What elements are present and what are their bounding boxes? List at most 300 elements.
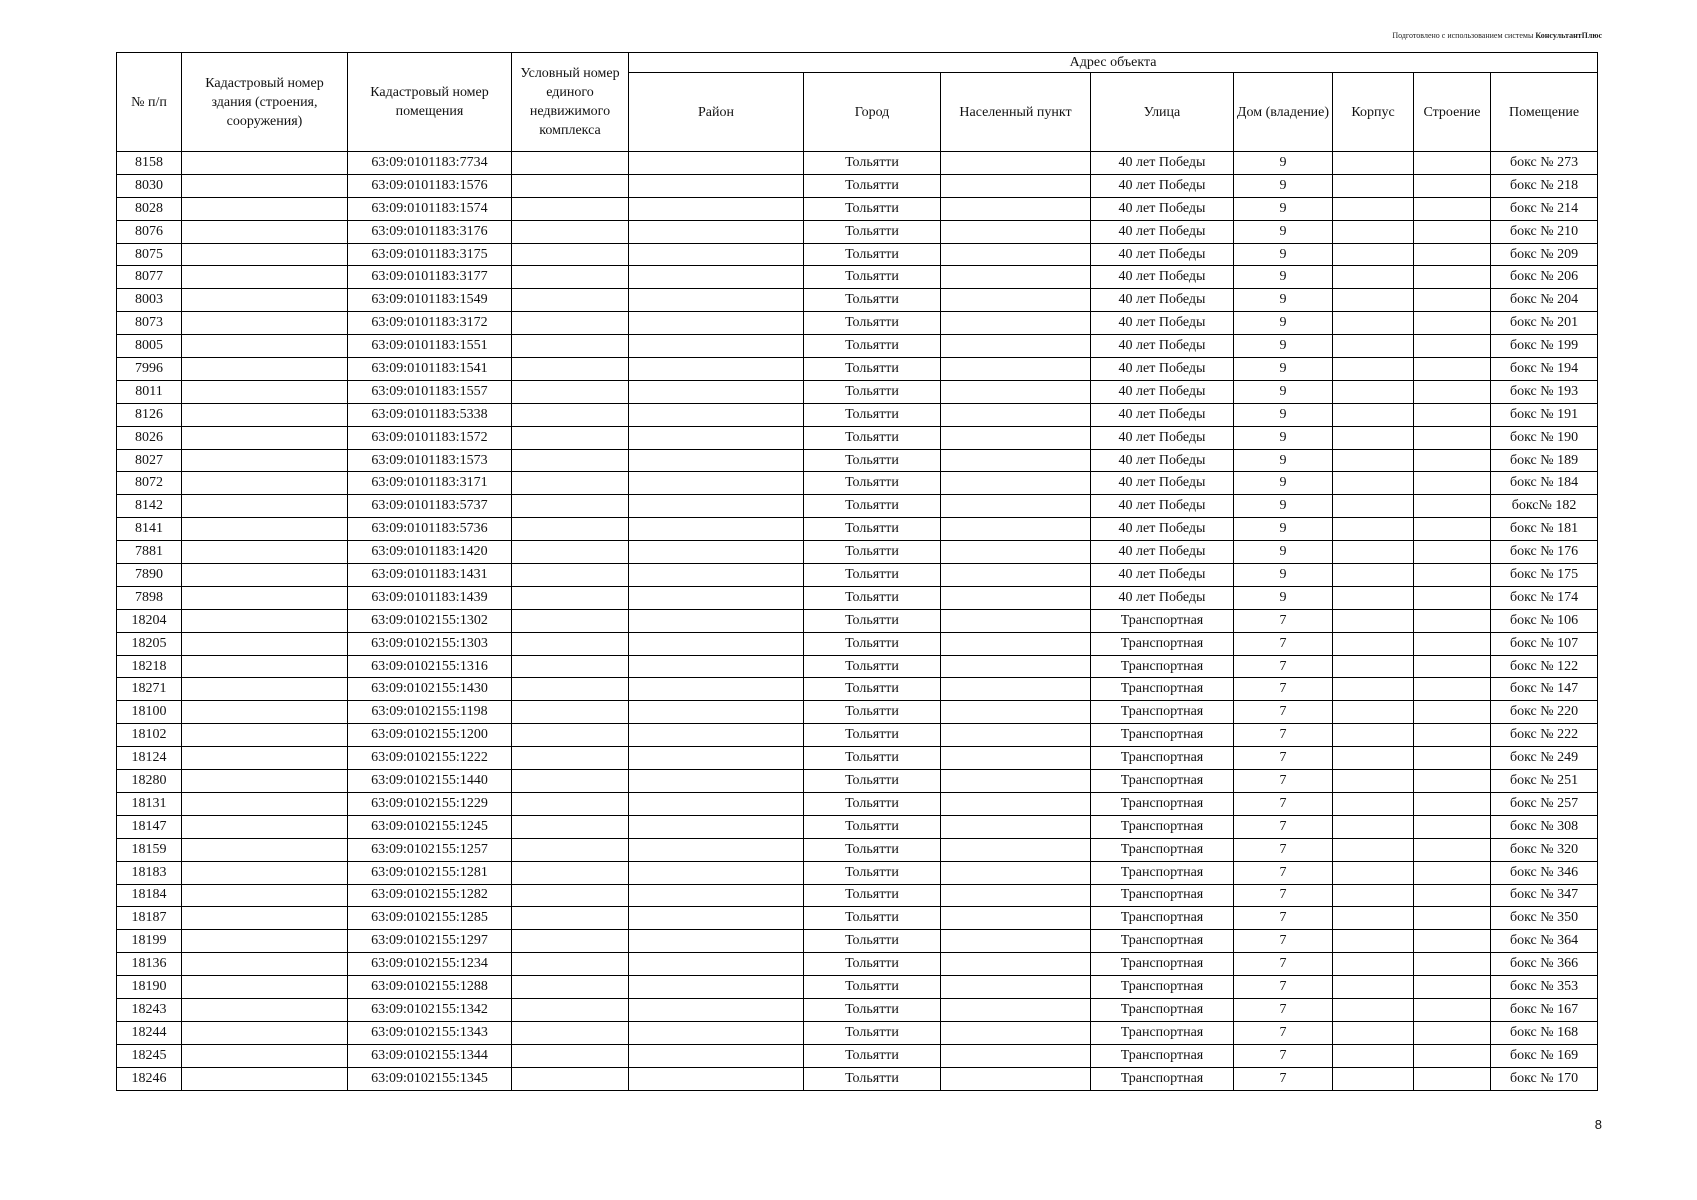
cell-settlement [941,358,1091,381]
cell-settlement [941,770,1091,793]
cell-settlement [941,701,1091,724]
cell-district [629,266,804,289]
cell-num: 18159 [117,838,182,861]
cell-stroenie [1414,472,1491,495]
cell-num: 18205 [117,632,182,655]
cell-complex-number [512,792,629,815]
table-row [117,380,1598,403]
header-district: Район [629,73,804,152]
consultant-plus-note [1392,31,1602,40]
cell-korpus [1333,632,1414,655]
cell-settlement [941,174,1091,197]
cell-district [629,152,804,175]
cell-building-cadastral [182,632,348,655]
cell-korpus [1333,701,1414,724]
cell-district [629,495,804,518]
cell-street: 40 лет Победы [1091,495,1234,518]
cell-settlement [941,541,1091,564]
cell-district [629,541,804,564]
cell-num: 18124 [117,747,182,770]
cell-building-cadastral [182,289,348,312]
cell-street: 40 лет Победы [1091,335,1234,358]
cell-stroenie [1414,747,1491,770]
cell-house: 7 [1234,1067,1333,1090]
cell-korpus [1333,197,1414,220]
cell-room-cadastral: 63:09:0102155:1285 [348,907,512,930]
cell-room-cadastral: 63:09:0102155:1282 [348,884,512,907]
cell-settlement [941,152,1091,175]
cell-settlement [941,426,1091,449]
cell-room-cadastral: 63:09:0102155:1303 [348,632,512,655]
cell-house: 7 [1234,678,1333,701]
cell-room-cadastral: 63:09:0101183:1420 [348,541,512,564]
cell-district [629,243,804,266]
cell-room: бокс № 201 [1491,312,1598,335]
cell-num: 8011 [117,380,182,403]
table-row [117,495,1598,518]
cell-building-cadastral [182,266,348,289]
cell-korpus [1333,152,1414,175]
cell-city: Тольятти [804,426,941,449]
cell-stroenie [1414,884,1491,907]
cell-num: 18147 [117,815,182,838]
cell-korpus [1333,953,1414,976]
cell-house: 9 [1234,380,1333,403]
cell-num: 8072 [117,472,182,495]
cell-num: 18187 [117,907,182,930]
cell-korpus [1333,243,1414,266]
cell-stroenie [1414,609,1491,632]
table-row [117,174,1598,197]
cell-settlement [941,1021,1091,1044]
cell-street: 40 лет Победы [1091,586,1234,609]
cell-complex-number [512,1021,629,1044]
cell-street: 40 лет Победы [1091,426,1234,449]
cell-complex-number [512,1067,629,1090]
cell-korpus [1333,930,1414,953]
cell-room: бокс № 170 [1491,1067,1598,1090]
table-row [117,1067,1598,1090]
cell-korpus [1333,815,1414,838]
cell-settlement [941,998,1091,1021]
cell-korpus [1333,884,1414,907]
table-row [117,632,1598,655]
cell-settlement [941,564,1091,587]
cell-stroenie [1414,358,1491,381]
cell-street: 40 лет Победы [1091,472,1234,495]
cell-num: 7890 [117,564,182,587]
cell-stroenie [1414,792,1491,815]
cell-street: Транспортная [1091,838,1234,861]
table-row [117,541,1598,564]
cell-room-cadastral: 63:09:0102155:1316 [348,655,512,678]
cell-stroenie [1414,266,1491,289]
cell-complex-number [512,586,629,609]
cell-complex-number [512,243,629,266]
table-row [117,701,1598,724]
cell-settlement [941,518,1091,541]
cell-house: 7 [1234,953,1333,976]
header-house: Дом (владение) [1234,73,1333,152]
cell-street: 40 лет Победы [1091,289,1234,312]
cell-building-cadastral [182,701,348,724]
cell-building-cadastral [182,380,348,403]
cell-stroenie [1414,838,1491,861]
cell-room-cadastral: 63:09:0101183:5338 [348,403,512,426]
cell-room: бокс № 220 [1491,701,1598,724]
table-header [117,53,1598,152]
cell-room: бокс № 204 [1491,289,1598,312]
cell-room-cadastral: 63:09:0101183:1551 [348,335,512,358]
cell-settlement [941,632,1091,655]
header-room-cadastral: Кадастровый номер помещения [348,53,512,152]
cell-stroenie [1414,495,1491,518]
cell-room-cadastral: 63:09:0101183:3172 [348,312,512,335]
cell-room-cadastral: 63:09:0102155:1200 [348,724,512,747]
table-row [117,335,1598,358]
cell-district [629,312,804,335]
cell-settlement [941,1067,1091,1090]
cell-street: Транспортная [1091,655,1234,678]
cell-settlement [941,335,1091,358]
cell-building-cadastral [182,724,348,747]
cell-room: бокс № 209 [1491,243,1598,266]
cell-room-cadastral: 63:09:0101183:3176 [348,220,512,243]
cell-district [629,770,804,793]
cell-city: Тольятти [804,586,941,609]
cell-district [629,792,804,815]
cell-num: 18244 [117,1021,182,1044]
cell-settlement [941,930,1091,953]
cell-district [629,472,804,495]
cell-room: бокс № 257 [1491,792,1598,815]
cell-num: 8028 [117,197,182,220]
cell-building-cadastral [182,449,348,472]
cell-city: Тольятти [804,838,941,861]
cell-settlement [941,289,1091,312]
table-row [117,358,1598,381]
cell-settlement [941,724,1091,747]
cell-stroenie [1414,403,1491,426]
cell-street: Транспортная [1091,1067,1234,1090]
cell-building-cadastral [182,586,348,609]
cell-city: Тольятти [804,792,941,815]
table-row [117,724,1598,747]
cell-district [629,1044,804,1067]
cell-room: бокс № 206 [1491,266,1598,289]
cell-street: 40 лет Победы [1091,266,1234,289]
header-korpus: Корпус [1333,73,1414,152]
cell-room-cadastral: 63:09:0102155:1342 [348,998,512,1021]
cell-room: бокс № 222 [1491,724,1598,747]
table-row [117,152,1598,175]
cell-street: Транспортная [1091,701,1234,724]
cell-settlement [941,312,1091,335]
cell-room-cadastral: 63:09:0101183:1573 [348,449,512,472]
cell-room-cadastral: 63:09:0101183:3177 [348,266,512,289]
cell-korpus [1333,289,1414,312]
cell-complex-number [512,174,629,197]
cell-district [629,1021,804,1044]
table-row [117,861,1598,884]
cell-house: 9 [1234,426,1333,449]
cell-room: бокс № 184 [1491,472,1598,495]
cell-korpus [1333,655,1414,678]
cell-complex-number [512,312,629,335]
cell-room: бокс № 353 [1491,976,1598,999]
cell-district [629,861,804,884]
cell-complex-number [512,861,629,884]
cell-building-cadastral [182,220,348,243]
cell-num: 18199 [117,930,182,953]
cell-room-cadastral: 63:09:0101183:5736 [348,518,512,541]
cell-settlement [941,449,1091,472]
cell-room-cadastral: 63:09:0102155:1344 [348,1044,512,1067]
cell-district [629,1067,804,1090]
cell-city: Тольятти [804,289,941,312]
cell-complex-number [512,335,629,358]
cell-district [629,335,804,358]
cell-house: 9 [1234,312,1333,335]
table-row [117,678,1598,701]
note-prefix: Подготовлено с использованием системы [1392,31,1534,40]
cell-street: 40 лет Победы [1091,403,1234,426]
cell-room-cadastral: 63:09:0102155:1440 [348,770,512,793]
cell-settlement [941,861,1091,884]
cell-street: Транспортная [1091,815,1234,838]
table-row [117,609,1598,632]
cell-city: Тольятти [804,380,941,403]
cell-street: Транспортная [1091,976,1234,999]
cell-street: 40 лет Победы [1091,358,1234,381]
table-row [117,930,1598,953]
cell-city: Тольятти [804,998,941,1021]
cell-room: бокс № 181 [1491,518,1598,541]
cell-building-cadastral [182,1021,348,1044]
cell-house: 9 [1234,335,1333,358]
cell-house: 7 [1234,976,1333,999]
cell-num: 18184 [117,884,182,907]
cell-num: 8026 [117,426,182,449]
cell-room-cadastral: 63:09:0102155:1198 [348,701,512,724]
table-row [117,564,1598,587]
cell-korpus [1333,541,1414,564]
cell-district [629,174,804,197]
cell-complex-number [512,197,629,220]
cell-house: 9 [1234,564,1333,587]
cell-stroenie [1414,1021,1491,1044]
cell-complex-number [512,266,629,289]
cell-settlement [941,472,1091,495]
cell-stroenie [1414,1067,1491,1090]
cell-complex-number [512,953,629,976]
cell-num: 7898 [117,586,182,609]
cell-korpus [1333,449,1414,472]
cell-korpus [1333,426,1414,449]
cell-korpus [1333,312,1414,335]
cell-house: 7 [1234,930,1333,953]
table-row [117,976,1598,999]
cell-city: Тольятти [804,884,941,907]
cell-settlement [941,495,1091,518]
cell-district [629,564,804,587]
cell-district [629,220,804,243]
cell-complex-number [512,770,629,793]
cell-num: 7881 [117,541,182,564]
cell-district [629,289,804,312]
cell-house: 9 [1234,243,1333,266]
cell-street: Транспортная [1091,724,1234,747]
cell-city: Тольятти [804,449,941,472]
cell-settlement [941,747,1091,770]
cell-district [629,655,804,678]
cell-settlement [941,838,1091,861]
registry-table [116,52,1598,1091]
cell-building-cadastral [182,861,348,884]
cell-street: Транспортная [1091,792,1234,815]
cell-street: Транспортная [1091,861,1234,884]
cell-house: 9 [1234,358,1333,381]
cell-num: 8073 [117,312,182,335]
cell-city: Тольятти [804,541,941,564]
cell-stroenie [1414,541,1491,564]
cell-room-cadastral: 63:09:0101183:3175 [348,243,512,266]
cell-complex-number [512,632,629,655]
cell-room-cadastral: 63:09:0102155:1245 [348,815,512,838]
cell-settlement [941,197,1091,220]
table-row [117,586,1598,609]
cell-complex-number [512,564,629,587]
cell-room: бокс № 174 [1491,586,1598,609]
cell-settlement [941,907,1091,930]
cell-room-cadastral: 63:09:0101183:1576 [348,174,512,197]
cell-house: 7 [1234,1021,1333,1044]
cell-street: Транспортная [1091,907,1234,930]
cell-stroenie [1414,243,1491,266]
cell-stroenie [1414,632,1491,655]
cell-building-cadastral [182,770,348,793]
header-address-group: Адрес объекта [629,53,1598,73]
cell-stroenie [1414,1044,1491,1067]
cell-num: 18245 [117,1044,182,1067]
cell-district [629,976,804,999]
table-row [117,838,1598,861]
cell-house: 7 [1234,747,1333,770]
cell-building-cadastral [182,403,348,426]
cell-building-cadastral [182,815,348,838]
cell-stroenie [1414,289,1491,312]
table-row [117,266,1598,289]
cell-num: 8030 [117,174,182,197]
cell-street: Транспортная [1091,747,1234,770]
cell-district [629,609,804,632]
cell-room-cadastral: 63:09:0101183:1431 [348,564,512,587]
cell-building-cadastral [182,678,348,701]
cell-building-cadastral [182,609,348,632]
cell-settlement [941,884,1091,907]
cell-building-cadastral [182,495,348,518]
cell-building-cadastral [182,998,348,1021]
cell-room: бокс № 175 [1491,564,1598,587]
cell-room: бокс № 106 [1491,609,1598,632]
cell-korpus [1333,564,1414,587]
cell-room: бокс № 176 [1491,541,1598,564]
cell-house: 7 [1234,609,1333,632]
cell-num: 18218 [117,655,182,678]
cell-complex-number [512,472,629,495]
cell-room-cadastral: 63:09:0102155:1302 [348,609,512,632]
cell-num: 18131 [117,792,182,815]
cell-city: Тольятти [804,358,941,381]
cell-room: бокс № 308 [1491,815,1598,838]
cell-room-cadastral: 63:09:0101183:1557 [348,380,512,403]
cell-stroenie [1414,586,1491,609]
cell-city: Тольятти [804,174,941,197]
cell-stroenie [1414,174,1491,197]
cell-room: бокс № 366 [1491,953,1598,976]
cell-house: 9 [1234,449,1333,472]
cell-complex-number [512,747,629,770]
cell-house: 7 [1234,861,1333,884]
cell-complex-number [512,838,629,861]
table-row [117,289,1598,312]
cell-house: 7 [1234,838,1333,861]
table-row [117,472,1598,495]
table-row [117,770,1598,793]
cell-building-cadastral [182,747,348,770]
cell-korpus [1333,998,1414,1021]
cell-korpus [1333,747,1414,770]
cell-room-cadastral: 63:09:0102155:1343 [348,1021,512,1044]
cell-complex-number [512,976,629,999]
table-row [117,197,1598,220]
cell-street: Транспортная [1091,884,1234,907]
cell-house: 7 [1234,770,1333,793]
cell-city: Тольятти [804,655,941,678]
cell-room-cadastral: 63:09:0101183:5737 [348,495,512,518]
cell-stroenie [1414,770,1491,793]
cell-num: 8142 [117,495,182,518]
cell-house: 9 [1234,289,1333,312]
cell-num: 8141 [117,518,182,541]
cell-room: бокс № 346 [1491,861,1598,884]
cell-building-cadastral [182,358,348,381]
cell-stroenie [1414,976,1491,999]
cell-korpus [1333,792,1414,815]
cell-street: Транспортная [1091,770,1234,793]
cell-num: 18190 [117,976,182,999]
cell-korpus [1333,518,1414,541]
cell-house: 7 [1234,792,1333,815]
cell-stroenie [1414,335,1491,358]
cell-city: Тольятти [804,403,941,426]
cell-korpus [1333,495,1414,518]
cell-room: бокс № 189 [1491,449,1598,472]
cell-street: 40 лет Победы [1091,220,1234,243]
cell-korpus [1333,838,1414,861]
table-row [117,1044,1598,1067]
table-row [117,1021,1598,1044]
table-row [117,815,1598,838]
cell-complex-number [512,220,629,243]
cell-room-cadastral: 63:09:0101183:1574 [348,197,512,220]
table-row [117,907,1598,930]
cell-num: 18243 [117,998,182,1021]
cell-city: Тольятти [804,312,941,335]
cell-district [629,953,804,976]
cell-room: бокс № 273 [1491,152,1598,175]
cell-building-cadastral [182,953,348,976]
